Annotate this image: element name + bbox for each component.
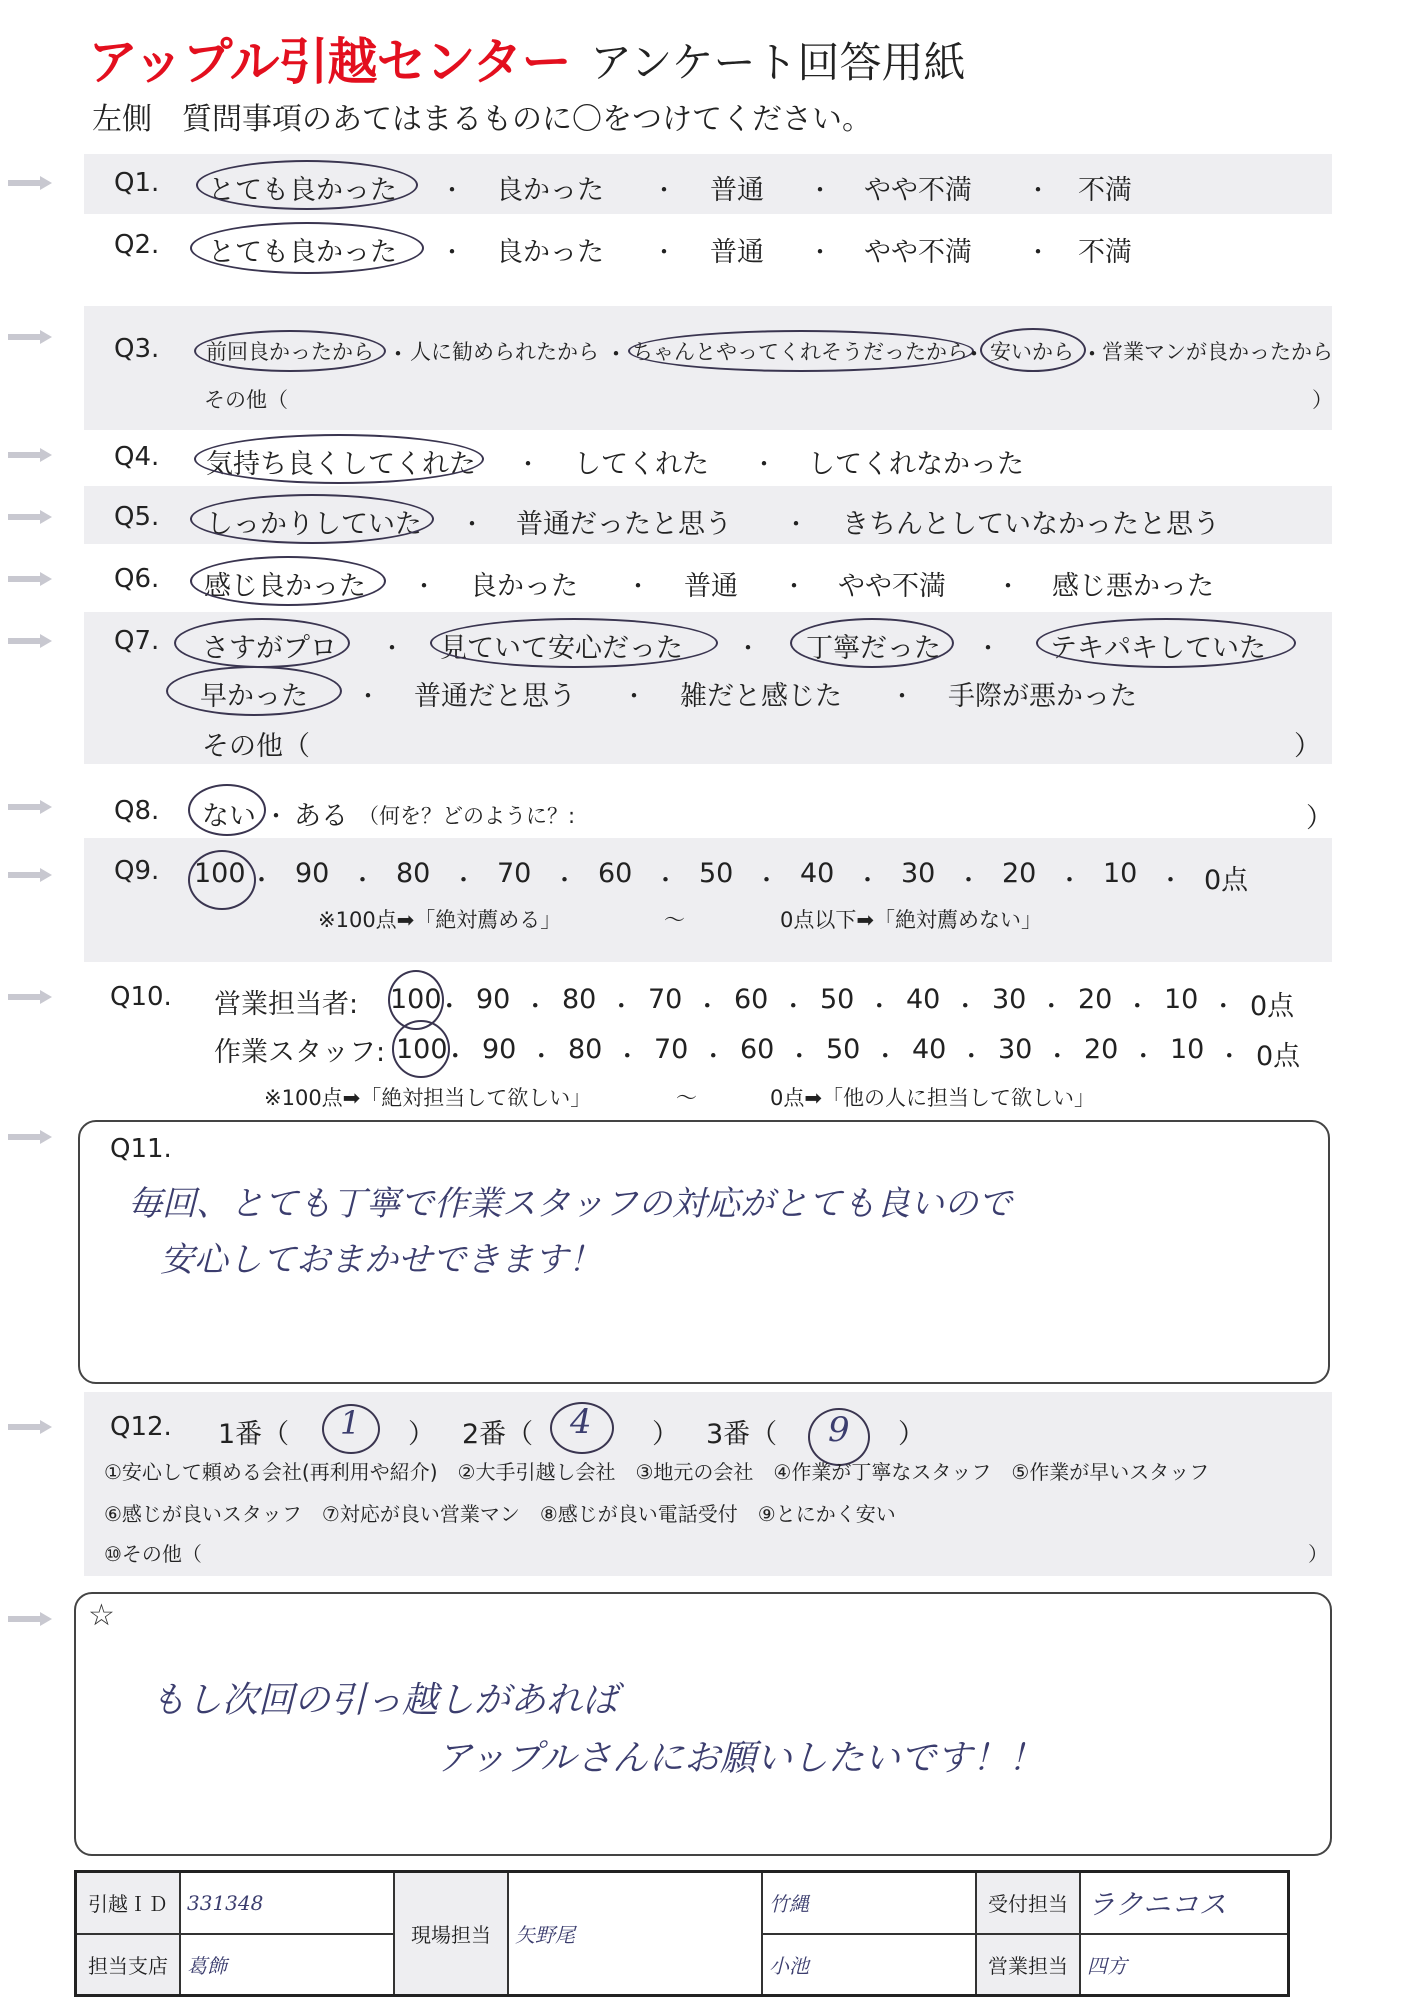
q2-label: Q2. bbox=[114, 230, 160, 260]
q10-note-mid: 〜 bbox=[676, 1086, 697, 1110]
separator: ・ bbox=[695, 992, 720, 1020]
score-option[interactable]: 100 bbox=[390, 984, 442, 1015]
margin-arrow-icon bbox=[8, 1420, 52, 1434]
score-option[interactable]: 30 bbox=[992, 984, 1027, 1015]
score-option[interactable]: 20 bbox=[1084, 1034, 1119, 1065]
separator: ・ bbox=[249, 866, 274, 894]
sales-staff-label: 営業担当 bbox=[976, 1934, 1080, 1996]
separator: ・ bbox=[1026, 238, 1050, 266]
site-staff-value-2a: 竹縄 bbox=[762, 1872, 976, 1934]
q6-option-1[interactable]: 感じ良かった bbox=[204, 571, 366, 602]
q10-note-right: 0点➡「他の人に担当して欲しい」 bbox=[770, 1086, 1095, 1110]
q3-option-5[interactable]: 営業マンが良かったから bbox=[1102, 340, 1333, 364]
separator: ・ bbox=[440, 176, 464, 204]
score-option[interactable]: 50 bbox=[826, 1034, 861, 1065]
score-option[interactable]: 60 bbox=[598, 858, 633, 889]
separator: ・ bbox=[782, 572, 806, 600]
score-option[interactable]: 90 bbox=[476, 984, 511, 1015]
reception-label: 受付担当 bbox=[976, 1872, 1080, 1934]
q1-option-3[interactable]: 普通 bbox=[710, 175, 764, 206]
score-option[interactable]: 80 bbox=[568, 1034, 603, 1065]
score-option[interactable]: 0点 bbox=[1204, 865, 1249, 896]
separator: ・ bbox=[412, 572, 436, 600]
separator: ・ bbox=[440, 238, 464, 266]
q4-option-3[interactable]: してくれなかった bbox=[808, 449, 1024, 480]
selection-circle bbox=[790, 618, 954, 668]
separator: ・ bbox=[1131, 1042, 1156, 1070]
q12-rank2-close: ） bbox=[652, 1419, 679, 1450]
q6-option-3[interactable]: 普通 bbox=[684, 571, 738, 602]
star-icon: ☆ bbox=[88, 1598, 115, 1633]
separator: ・ bbox=[701, 1042, 726, 1070]
move-id-value: 331348 bbox=[180, 1872, 394, 1934]
separator: ・ bbox=[754, 866, 779, 894]
instruction-text: 左側 質問事項のあてはまるものに〇をつけてください。 bbox=[92, 102, 872, 137]
score-option[interactable]: 50 bbox=[699, 858, 734, 889]
separator: ・ bbox=[781, 992, 806, 1020]
separator: ・ bbox=[953, 992, 978, 1020]
q11-handwritten-line-2: 安心しておまかせできます！ bbox=[160, 1240, 602, 1280]
q3-option-1[interactable]: 前回良かったから bbox=[206, 340, 374, 364]
q12-choices-row-3: ⑩その他（ bbox=[104, 1542, 202, 1566]
q11-handwritten-line-1: 毎回、とても丁寧で作業スタッフの対応がとても良いので bbox=[128, 1184, 1012, 1224]
q1-option-1[interactable]: とても良かった bbox=[208, 175, 397, 206]
score-option[interactable]: 70 bbox=[648, 984, 683, 1015]
move-id-label: 引越ＩＤ bbox=[76, 1872, 181, 1934]
q6-option-4[interactable]: やや不満 bbox=[838, 571, 946, 602]
q7-other-close: ） bbox=[1294, 731, 1321, 762]
separator: ・ bbox=[604, 340, 628, 368]
score-option[interactable]: 0点 bbox=[1256, 1041, 1301, 1072]
score-option[interactable]: 0点 bbox=[1250, 991, 1295, 1022]
separator: ・ bbox=[736, 634, 760, 662]
q1-label: Q1. bbox=[114, 168, 160, 198]
separator: ・ bbox=[437, 992, 462, 1020]
q7-option-3[interactable]: 丁寧だった bbox=[806, 633, 941, 664]
score-option[interactable]: 90 bbox=[295, 858, 330, 889]
q7-option-4[interactable]: テキパキしていた bbox=[1050, 633, 1266, 664]
separator: ・ bbox=[626, 572, 650, 600]
score-option[interactable]: 70 bbox=[497, 858, 532, 889]
margin-arrow-icon bbox=[8, 330, 52, 344]
selection-circle bbox=[430, 618, 718, 668]
score-option[interactable]: 40 bbox=[906, 984, 941, 1015]
separator: ・ bbox=[855, 866, 880, 894]
score-option[interactable]: 50 bbox=[820, 984, 855, 1015]
separator: ・ bbox=[264, 802, 288, 830]
separator: ・ bbox=[956, 866, 981, 894]
separator: ・ bbox=[609, 992, 634, 1020]
q2-option-3[interactable]: 普通 bbox=[710, 237, 764, 268]
q7-option-5[interactable]: 早かった bbox=[200, 681, 308, 712]
q5-option-2[interactable]: 普通だったと思う bbox=[516, 509, 732, 540]
selection-circle bbox=[190, 494, 434, 544]
q12-rank2-value[interactable]: 4 bbox=[570, 1402, 592, 1442]
q7-option-6[interactable]: 普通だと思う bbox=[414, 681, 576, 712]
margin-arrow-icon bbox=[8, 990, 52, 1004]
separator: ・ bbox=[529, 1042, 554, 1070]
q8-option-yes[interactable]: ある bbox=[294, 801, 348, 832]
q7-other-label: その他（ bbox=[202, 731, 310, 762]
separator: ・ bbox=[652, 238, 676, 266]
score-option[interactable]: 100 bbox=[194, 858, 246, 889]
score-option[interactable]: 40 bbox=[912, 1034, 947, 1065]
site-staff-value-1: 矢野尾 bbox=[508, 1872, 762, 1996]
branch-value: 葛飾 bbox=[180, 1934, 394, 1996]
site-staff-value-2b: 小池 bbox=[762, 1934, 976, 1996]
score-option[interactable]: 40 bbox=[800, 858, 835, 889]
margin-arrow-icon bbox=[8, 868, 52, 882]
q10-staff-label: 作業スタッフ: bbox=[214, 1037, 386, 1068]
q9-band bbox=[84, 838, 1332, 962]
score-option[interactable]: 20 bbox=[1002, 858, 1037, 889]
selection-circle bbox=[190, 556, 386, 606]
staff-info-table bbox=[74, 1870, 1290, 1997]
separator: ・ bbox=[1026, 176, 1050, 204]
selection-circle bbox=[196, 160, 418, 210]
q12-rank3-label: 3番（ bbox=[706, 1419, 778, 1450]
score-option[interactable]: 90 bbox=[482, 1034, 517, 1065]
separator: ・ bbox=[1125, 992, 1150, 1020]
q6-label: Q6. bbox=[114, 564, 160, 594]
separator: ・ bbox=[615, 1042, 640, 1070]
q5-option-1[interactable]: しっかりしていた bbox=[206, 509, 422, 540]
q11-label: Q11. bbox=[110, 1134, 172, 1164]
score-option[interactable]: 60 bbox=[734, 984, 769, 1015]
q2-option-5[interactable]: 不満 bbox=[1078, 237, 1132, 268]
separator: ・ bbox=[1211, 992, 1236, 1020]
q6-option-5[interactable]: 感じ悪かった bbox=[1052, 571, 1214, 602]
separator: ・ bbox=[808, 238, 832, 266]
form-title: アンケート回答用紙 bbox=[590, 38, 966, 87]
score-option[interactable]: 10 bbox=[1170, 1034, 1205, 1065]
q3-option-3[interactable]: ちゃんとやってくれそうだったから bbox=[632, 340, 968, 364]
q5-label: Q5. bbox=[114, 502, 160, 532]
separator: ・ bbox=[1039, 992, 1064, 1020]
site-staff-label: 現場担当 bbox=[394, 1872, 508, 1996]
margin-arrow-icon bbox=[8, 176, 52, 190]
branch-label: 担当支店 bbox=[76, 1934, 181, 1996]
selection-circle bbox=[190, 222, 424, 274]
comment-handwritten-line-2: アップルさんにお願いしたいです！！ bbox=[436, 1738, 1045, 1779]
q9-label: Q9. bbox=[114, 856, 160, 886]
selection-circle bbox=[392, 1020, 450, 1078]
score-option[interactable]: 100 bbox=[396, 1034, 448, 1065]
score-option[interactable]: 70 bbox=[654, 1034, 689, 1065]
q12-choices-row-2: ⑥感じが良いスタッフ ⑦対応が良い営業マン ⑧感じが良い電話受付 ⑨とにかく安い bbox=[104, 1502, 896, 1526]
selection-circle bbox=[550, 1402, 614, 1454]
selection-circle bbox=[1036, 618, 1296, 668]
separator: ・ bbox=[380, 634, 404, 662]
q12-choices-row-1: ①安心して頼める会社(再利用や紹介) ②大手引越し会社 ③地元の会社 ④作業が丁寧なスタッフ ⑤作業が早いスタッフ bbox=[104, 1460, 1210, 1484]
q10-label: Q10. bbox=[110, 982, 172, 1012]
separator: ・ bbox=[653, 866, 678, 894]
separator: ・ bbox=[460, 510, 484, 538]
q1-option-2[interactable]: 良かった bbox=[496, 175, 604, 206]
q8-detail-label: （何を？どのように？: bbox=[358, 804, 576, 828]
separator: ・ bbox=[959, 1042, 984, 1070]
separator: ・ bbox=[386, 340, 410, 368]
q7-option-8[interactable]: 手際が悪かった bbox=[948, 681, 1137, 712]
q12-choices-close: ） bbox=[1308, 1542, 1328, 1566]
margin-arrow-icon bbox=[8, 510, 52, 524]
q8-label: Q8. bbox=[114, 796, 160, 826]
selection-circle bbox=[980, 328, 1086, 372]
q6-option-2[interactable]: 良かった bbox=[470, 571, 578, 602]
separator: ・ bbox=[962, 340, 986, 368]
separator: ・ bbox=[1217, 1042, 1242, 1070]
q3-other-close: ） bbox=[1312, 388, 1333, 412]
margin-arrow-icon bbox=[8, 572, 52, 586]
q9-note-left: ※100点➡「絶対薦める」 bbox=[318, 908, 562, 932]
selection-circle bbox=[166, 666, 342, 716]
reception-value: ラクニコス bbox=[1080, 1872, 1289, 1934]
selection-circle bbox=[188, 850, 256, 910]
q12-rank3-close: ） bbox=[898, 1419, 925, 1450]
separator: ・ bbox=[1080, 340, 1104, 368]
score-option[interactable]: 20 bbox=[1078, 984, 1113, 1015]
score-option[interactable]: 10 bbox=[1103, 858, 1138, 889]
separator: ・ bbox=[787, 1042, 812, 1070]
margin-arrow-icon bbox=[8, 800, 52, 814]
q4-option-2[interactable]: してくれた bbox=[574, 449, 709, 480]
q3-other-label: その他（ bbox=[204, 388, 288, 412]
q12-rank1-close: ） bbox=[408, 1419, 435, 1450]
score-option[interactable]: 80 bbox=[396, 858, 431, 889]
q12-label: Q12. bbox=[110, 1412, 172, 1442]
separator: ・ bbox=[451, 866, 476, 894]
brand-title: アップル引越センター bbox=[88, 33, 571, 91]
q8-detail-close: ） bbox=[1306, 803, 1333, 834]
q5-option-3[interactable]: きちんとしていなかったと思う bbox=[842, 509, 1220, 540]
separator: ・ bbox=[784, 510, 808, 538]
separator: ・ bbox=[867, 992, 892, 1020]
separator: ・ bbox=[350, 866, 375, 894]
q2-option-1[interactable]: とても良かった bbox=[208, 237, 397, 268]
separator: ・ bbox=[652, 176, 676, 204]
separator: ・ bbox=[523, 992, 548, 1020]
separator: ・ bbox=[1158, 866, 1183, 894]
selection-circle bbox=[322, 1404, 380, 1454]
q2-option-4[interactable]: やや不満 bbox=[864, 237, 972, 268]
score-option[interactable]: 10 bbox=[1164, 984, 1199, 1015]
comment-box[interactable] bbox=[74, 1592, 1332, 1856]
q1-option-4[interactable]: やや不満 bbox=[864, 175, 972, 206]
separator: ・ bbox=[808, 176, 832, 204]
q7-option-7[interactable]: 雑だと感じた bbox=[680, 681, 842, 712]
separator: ・ bbox=[622, 682, 646, 710]
separator: ・ bbox=[996, 572, 1020, 600]
selection-circle bbox=[188, 784, 266, 836]
q3-option-4[interactable]: 安いから bbox=[990, 340, 1074, 364]
margin-arrow-icon bbox=[8, 1612, 52, 1626]
separator: ・ bbox=[752, 450, 776, 478]
separator: ・ bbox=[890, 682, 914, 710]
q7-option-2[interactable]: 見ていて安心だった bbox=[440, 633, 683, 664]
score-option[interactable]: 80 bbox=[562, 984, 597, 1015]
score-option[interactable]: 30 bbox=[998, 1034, 1033, 1065]
separator: ・ bbox=[552, 866, 577, 894]
q2-option-2[interactable]: 良かった bbox=[496, 237, 604, 268]
q3-label: Q3. bbox=[114, 334, 160, 364]
q1-option-5[interactable]: 不満 bbox=[1078, 175, 1132, 206]
separator: ・ bbox=[976, 634, 1000, 662]
q10-note-left: ※100点➡「絶対担当して欲しい」 bbox=[264, 1086, 592, 1110]
score-option[interactable]: 60 bbox=[740, 1034, 775, 1065]
selection-circle bbox=[194, 330, 386, 372]
score-option[interactable]: 30 bbox=[901, 858, 936, 889]
q9-note-mid: 〜 bbox=[664, 908, 685, 932]
separator: ・ bbox=[1057, 866, 1082, 894]
separator: ・ bbox=[1045, 1042, 1070, 1070]
q10-sales-label: 営業担当者: bbox=[214, 989, 359, 1020]
q12-rank1-value[interactable]: 1 bbox=[340, 1404, 361, 1442]
margin-arrow-icon bbox=[8, 634, 52, 648]
q4-option-1[interactable]: 気持ち良くしてくれた bbox=[206, 449, 476, 480]
q12-rank3-value[interactable]: 9 bbox=[828, 1410, 850, 1450]
separator: ・ bbox=[873, 1042, 898, 1070]
selection-circle bbox=[174, 618, 350, 668]
sales-staff-value: 四方 bbox=[1080, 1934, 1289, 1996]
margin-arrow-icon bbox=[8, 448, 52, 462]
separator: ・ bbox=[516, 450, 540, 478]
separator: ・ bbox=[356, 682, 380, 710]
q9-note-right: 0点以下➡「絶対薦めない」 bbox=[780, 908, 1042, 932]
comment-handwritten-line-1: もし次回の引っ越しがあれば bbox=[150, 1680, 619, 1721]
q12-rank1-label: 1番（ bbox=[218, 1419, 290, 1450]
selection-circle bbox=[628, 330, 974, 372]
q7-option-1[interactable]: さすがプロ bbox=[202, 633, 337, 664]
selection-circle bbox=[194, 434, 484, 484]
q8-option-none[interactable]: ない bbox=[202, 801, 256, 832]
q3-option-2[interactable]: 人に勧められたから bbox=[410, 340, 599, 364]
q4-label: Q4. bbox=[114, 442, 160, 472]
separator: ・ bbox=[443, 1042, 468, 1070]
q12-rank2-label: 2番（ bbox=[462, 1419, 534, 1450]
q7-label: Q7. bbox=[114, 626, 160, 656]
margin-arrow-icon bbox=[8, 1130, 52, 1144]
